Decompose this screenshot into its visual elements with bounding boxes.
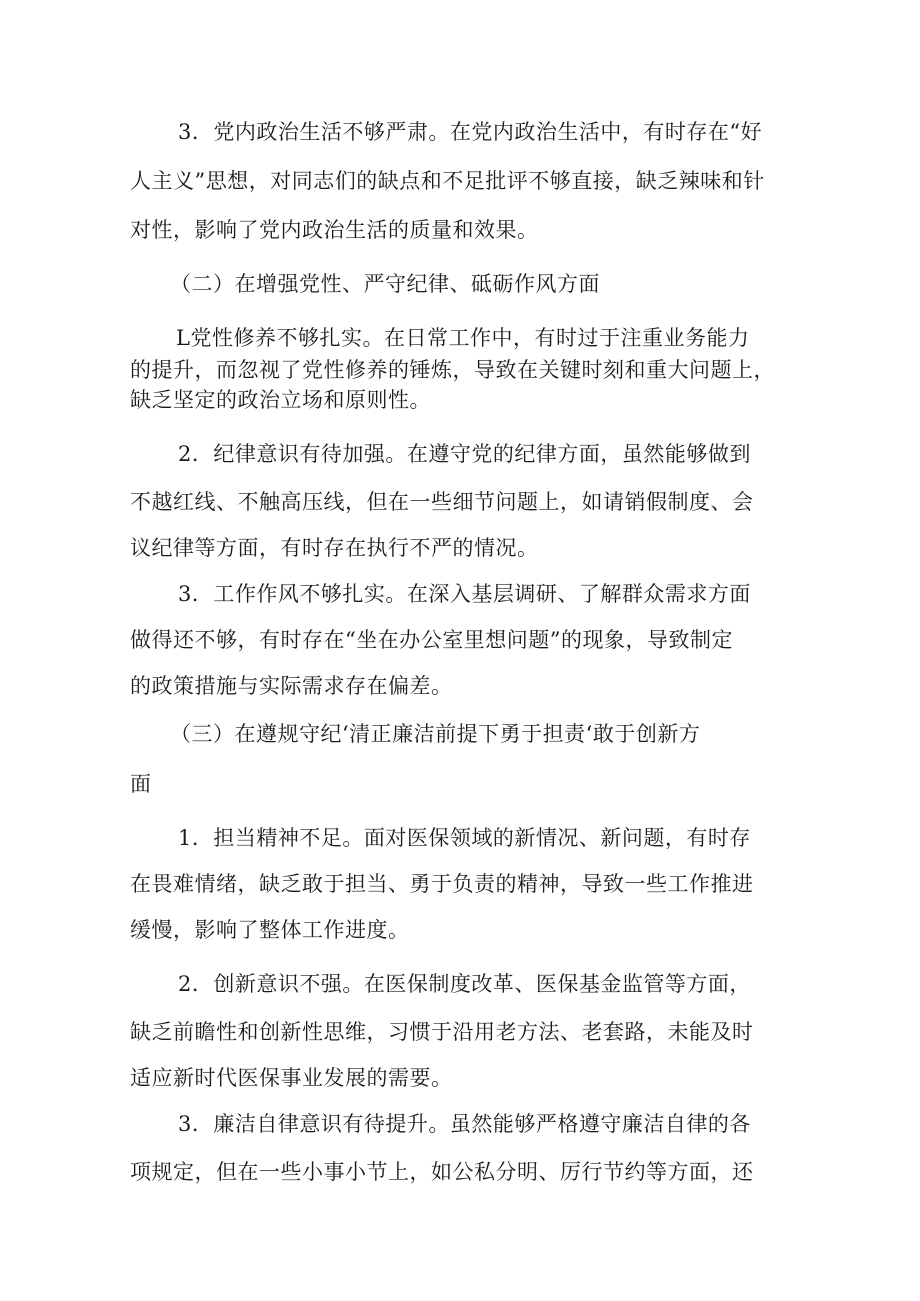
section-heading: （三）在遵规守纪‘清正廉洁前提下勇于担责‘敢于创新方 — [170, 722, 701, 746]
text-line: 2．创新意识不强。在医保制度改革、医保基金监管等方面， — [178, 972, 751, 996]
text-line: 3．党内政治生活不够严肃。在党内政治生活中，有时存在“好 — [178, 120, 763, 144]
text-line: 缓慢，影响了整体工作进度。 — [130, 918, 410, 942]
text-line: 缺乏前瞻性和创新性思维，习惯于沿用老方法、老套路，未能及时 — [130, 1020, 754, 1044]
text-line: 缺乏坚定的政治立场和原则性。 — [130, 388, 431, 412]
text-line: 议纪律等方面，有时存在执行不严的情况。 — [130, 536, 539, 560]
text-line: 1．担当精神不足。面对医保领域的新情况、新问题，有时存 — [178, 826, 751, 850]
text-line: 人主义”思想，对同志们的缺点和不足批评不够直接，缺乏辣味和针 — [130, 169, 765, 193]
text-line: 对性，影响了党内政治生活的质量和效果。 — [130, 218, 539, 242]
text-line: 的提升，而忽视了党性修养的锤炼，导致在关键时刻和重大问题上， — [130, 358, 775, 382]
text-line: 不越红线、不触高压线，但在一些细节问题上，如请销假制度、会 — [130, 490, 754, 514]
text-line: 项规定，但在一些小事小节上，如公私分明、厉行节约等方面，还 — [130, 1160, 754, 1184]
text-line: 适应新时代医保事业发展的需要。 — [130, 1066, 453, 1090]
section-heading: （二）在增强党性、严守纪律、砥砺作风方面 — [170, 272, 600, 296]
text-line: 在畏难情绪，缺乏敢于担当、勇于负责的精神，导致一些工作推进 — [130, 872, 754, 896]
section-heading: 面 — [130, 772, 152, 796]
text-line: L党性修养不够扎实。在日常工作中，有时过于注重业务能力 — [176, 326, 750, 350]
text-line: 做得还不够，有时存在“坐在办公室里想问题”的现象，导致制定 — [130, 628, 733, 652]
text-line: 2．纪律意识有待加强。在遵守党的纪律方面，虽然能够做到 — [178, 442, 751, 466]
text-line: 3．廉洁自律意识有待提升。虽然能够严格遵守廉洁自律的各 — [178, 1112, 751, 1136]
text-line: 3．工作作风不够扎实。在深入基层调研、了解群众需求方面 — [178, 582, 751, 606]
text-line: 的政策措施与实际需求存在偏差。 — [130, 674, 453, 698]
